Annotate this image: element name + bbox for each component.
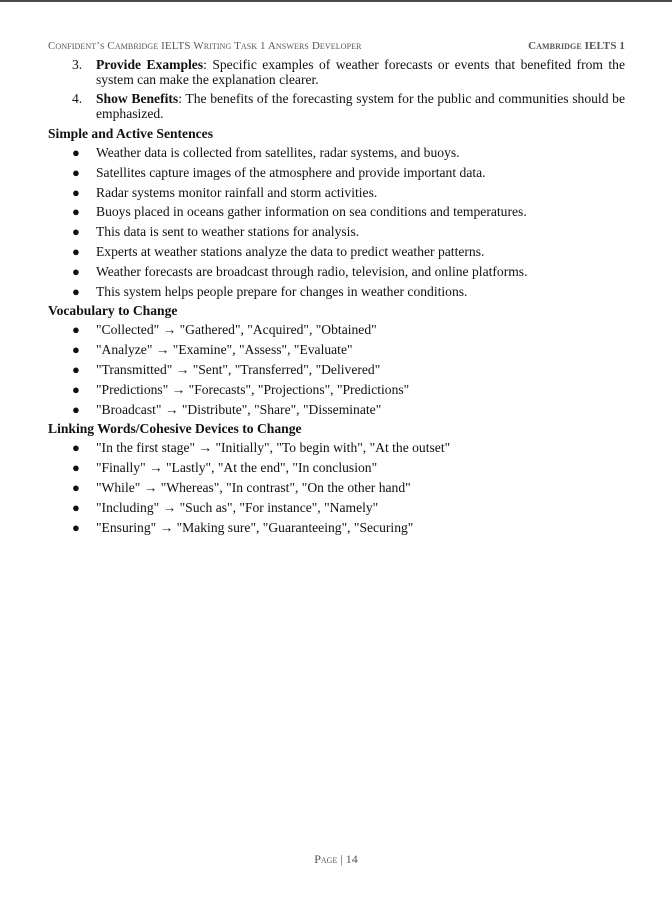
list-item-text: "Including" → "Such as", "For instance", "Namely" xyxy=(96,499,379,515)
list-item-text: Radar systems monitor rainfall and storm activities. xyxy=(96,184,378,200)
list-item xyxy=(48,144,625,161)
list-item xyxy=(48,459,625,476)
bullet-icon: ● xyxy=(72,519,80,535)
bullet-icon: ● xyxy=(72,381,80,397)
list-item xyxy=(48,223,625,240)
header-title: Confident’s Cambridge IELTS Writing Task 1 Answers Developer xyxy=(48,40,362,52)
list-item xyxy=(48,203,625,220)
bullet-icon: ● xyxy=(72,499,80,515)
page-footer xyxy=(0,852,672,867)
bullet-icon: ● xyxy=(72,224,80,240)
page-number: Page | 14 xyxy=(314,852,358,866)
page-top-border xyxy=(0,0,672,2)
item-bold-label: Provide Examples xyxy=(96,57,204,72)
list-item-text: "Broadcast" → "Distribute", "Share", "Disseminate" xyxy=(96,401,382,417)
list-item xyxy=(48,439,625,456)
list-item xyxy=(48,499,625,516)
item-bold-label: Show Benefits xyxy=(96,91,179,106)
list-item-text: "Analyze" → "Examine", "Assess", "Evaluate" xyxy=(96,342,353,358)
bullet-icon: ● xyxy=(72,401,80,417)
list-item-text: "While" → "Whereas", "In contrast", "On the other hand" xyxy=(96,479,411,495)
list-item xyxy=(48,321,625,338)
bullet-icon: ● xyxy=(72,283,80,299)
list-item-text: "Collected" → "Gathered", "Acquired", "Obtained" xyxy=(96,322,377,338)
list-item xyxy=(48,283,625,300)
section-heading: Linking Words/Cohesive Devices to Change xyxy=(48,421,302,437)
item-text: : Specific examples of weather forecasts or events that benefited from the system can make the explanation clearer. xyxy=(96,57,625,87)
bullet-icon: ● xyxy=(72,361,80,377)
list-item-text: "Ensuring" → "Making sure", "Guaranteeing", "Securing" xyxy=(96,519,414,535)
item-number: 4. xyxy=(72,91,83,106)
list-item-text: This system helps people prepare for changes in weather conditions. xyxy=(96,283,468,299)
list-item xyxy=(48,519,625,536)
list-item xyxy=(48,479,625,496)
item-text: : The benefits of the forecasting system for the public and communities should be emphasized. xyxy=(96,91,625,121)
list-item xyxy=(48,164,625,181)
list-item xyxy=(48,361,625,378)
list-item xyxy=(48,263,625,280)
bullet-icon: ● xyxy=(72,322,80,338)
list-item xyxy=(48,341,625,358)
list-item xyxy=(48,184,625,201)
list-item-text: Buoys placed in oceans gather information on sea conditions and temperatures. xyxy=(96,204,527,220)
bullet-icon: ● xyxy=(72,204,80,220)
bullet-icon: ● xyxy=(72,460,80,476)
section-heading: Vocabulary to Change xyxy=(48,303,178,319)
bullet-icon: ● xyxy=(72,184,80,200)
list-item-text: This data is sent to weather stations for analysis. xyxy=(96,224,360,240)
bullet-icon: ● xyxy=(72,164,80,180)
list-item-text: Satellites capture images of the atmosphere and provide important data. xyxy=(96,164,486,180)
bullet-icon: ● xyxy=(72,243,80,259)
list-item-text: "In the first stage" → "Initially", "To begin with", "At the outset" xyxy=(96,440,451,456)
list-item-text: "Finally" → "Lastly", "At the end", "In conclusion" xyxy=(96,460,378,476)
section-heading: Simple and Active Sentences xyxy=(48,126,214,141)
list-item-text: Weather data is collected from satellites, radar systems, and buoys. xyxy=(96,145,460,160)
header-book: Cambridge IELTS 1 xyxy=(528,40,625,52)
bullet-icon: ● xyxy=(72,479,80,495)
bullet-icon: ● xyxy=(72,440,80,456)
list-item-text: "Predictions" → "Forecasts", "Projections", "Predictions" xyxy=(96,381,410,397)
bullet-icon: ● xyxy=(72,263,80,279)
numbered-item xyxy=(48,91,625,121)
list-item xyxy=(48,381,625,398)
bullet-icon: ● xyxy=(72,145,80,160)
page-body xyxy=(48,57,625,538)
list-item-text: Weather forecasts are broadcast through radio, television, and online platforms. xyxy=(96,263,528,279)
numbered-item xyxy=(48,57,625,87)
list-item-text: Experts at weather stations analyze the data to predict weather patterns. xyxy=(96,243,485,259)
list-item xyxy=(48,243,625,260)
list-item-text: "Transmitted" → "Sent", "Transferred", "Delivered" xyxy=(96,361,381,377)
item-number: 3. xyxy=(72,57,83,72)
list-item xyxy=(48,401,625,418)
bullet-icon: ● xyxy=(72,342,80,358)
